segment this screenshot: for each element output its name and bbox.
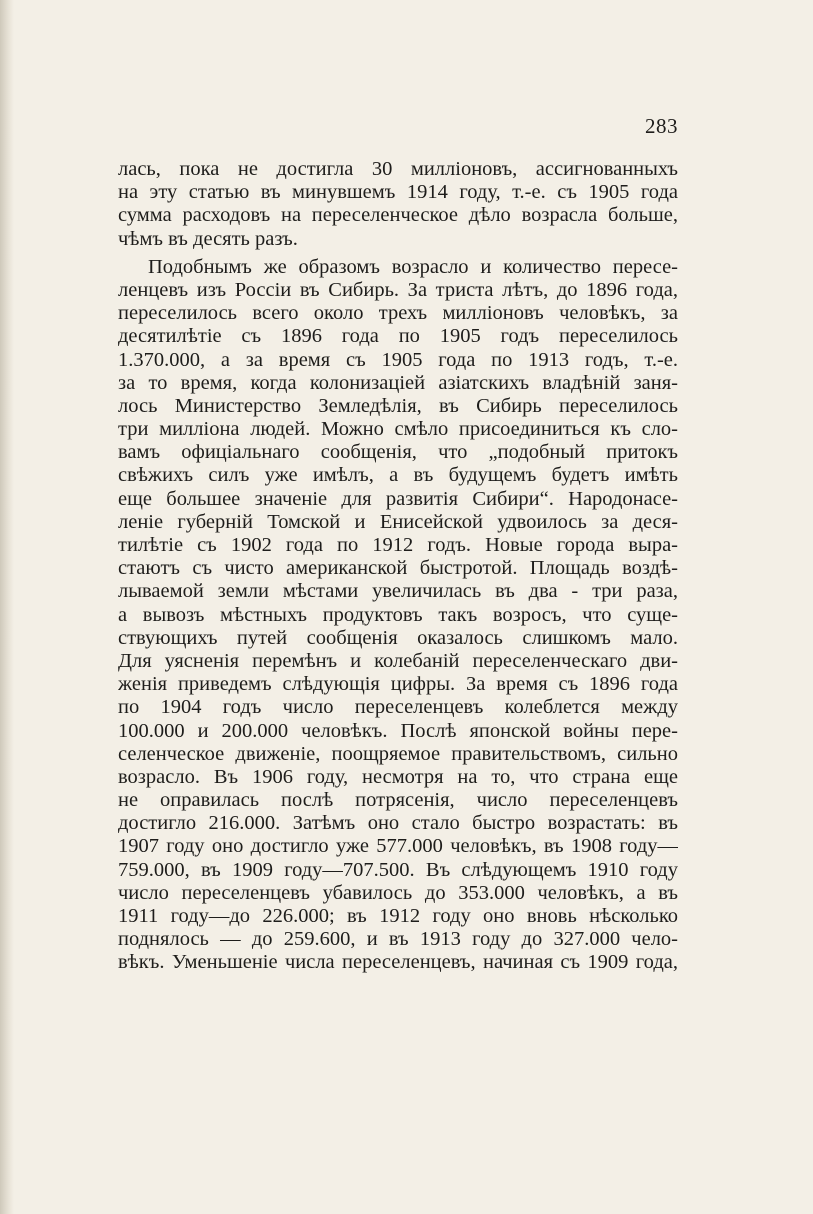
- text-line: возрасло. Въ 1906 году, несмотря на то, что страна еще: [118, 765, 678, 788]
- text-line: стаютъ съ чисто американской быстротой. Площадь воздѣ-: [118, 557, 678, 580]
- text-line: 1.370.000, а за время съ 1905 года по 1913 годъ, т.-е.: [118, 348, 678, 371]
- text-line: за то время, когда колонизаціей азіатскихъ владѣній заня-: [118, 371, 678, 394]
- text-line: а вывозъ мѣстныхъ продуктовъ такъ возросъ, что суще-: [118, 603, 678, 626]
- text-line: женія приведемъ слѣдующія цифры. За время съ 1896 года: [118, 673, 678, 696]
- text-line: сумма расходовъ на переселенческое дѣло возрасла больше,: [118, 204, 678, 227]
- text-line: еще большее значеніе для развитія Сибири“. Народонасе-: [118, 487, 678, 510]
- text-line: десятилѣтіе съ 1896 года по 1905 годъ переселилось: [118, 325, 678, 348]
- text-line: 100.000 и 200.000 человѣкъ. Послѣ японской войны пере-: [118, 719, 678, 742]
- text-line: Для уясненія перемѣнъ и колебаній переселенческаго дви-: [118, 649, 678, 672]
- text-line: переселилось всего около трехъ милліоновъ человѣкъ, за: [118, 302, 678, 325]
- text-line: тилѣтіе съ 1902 года по 1912 годъ. Новые города выра-: [118, 534, 678, 556]
- text-line: Подобнымъ же образомъ возрасло и количество пересе-: [148, 255, 678, 278]
- text-line: ленцевъ изъ Россіи въ Сибирь. За триста лѣтъ, до 1896 года,: [118, 278, 678, 301]
- text-line: не оправилась послѣ потрясенія, число переселенцевъ: [118, 789, 678, 812]
- text-line: по 1904 годъ число переселенцевъ колеблется между: [118, 696, 678, 719]
- text-line: 1911 году—до 226.000; въ 1912 году оно вновь нѣсколько: [118, 905, 678, 927]
- paragraph-1: [118, 158, 678, 251]
- text-line: 1907 году оно достигло уже 577.000 человѣкъ, въ 1908 году—: [118, 835, 678, 858]
- page-spine-shadow: [0, 0, 14, 1214]
- page-number: 283: [645, 114, 678, 138]
- text-line: на эту статью въ минувшемъ 1914 году, т.-е. съ 1905 года: [118, 181, 678, 204]
- text-line: достигло 216.000. Затѣмъ оно стало быстро возрастать: въ: [118, 812, 678, 835]
- text-line: лываемой земли мѣстами увеличилась въ два - три раза,: [118, 580, 678, 603]
- text-line: число переселенцевъ убавилось до 353.000 человѣкъ, а въ: [118, 881, 678, 904]
- text-line: поднялось — до 259.600, и въ 1913 году до 327.000 чело-: [118, 928, 678, 951]
- text-line: ствующихъ путей сообщенія оказалось слишкомъ мало.: [118, 626, 678, 649]
- text-line: свѣжихъ силъ уже имѣлъ, а въ будущемъ будетъ имѣть: [118, 464, 678, 487]
- text-line: вѣкъ. Уменьшеніе числа переселенцевъ, начиная съ 1909 года,: [118, 951, 678, 974]
- text-line: 759.000, въ 1909 году—707.500. Въ слѣдующемъ 1910 году: [118, 858, 678, 881]
- text-line: чѣмъ въ десять разъ.: [118, 227, 298, 250]
- text-line: вамъ офиціальнаго сообщенія, что „подобный притокъ: [118, 441, 678, 464]
- paragraph-2: [118, 256, 678, 975]
- text-line: лась, пока не достигла 30 милліоновъ, ассигнованныхъ: [118, 158, 678, 180]
- text-line: леніе губерній Томской и Енисейской удвоилось за деся-: [118, 510, 678, 533]
- text-line: лось Министерство Земледѣлія, въ Сибирь переселилось: [118, 394, 678, 417]
- body-text: [118, 158, 678, 975]
- text-line: селенческое движеніе, поощряемое правительствомъ, сильно: [118, 742, 678, 765]
- text-line: три милліона людей. Можно смѣло присоединиться къ сло-: [118, 418, 678, 441]
